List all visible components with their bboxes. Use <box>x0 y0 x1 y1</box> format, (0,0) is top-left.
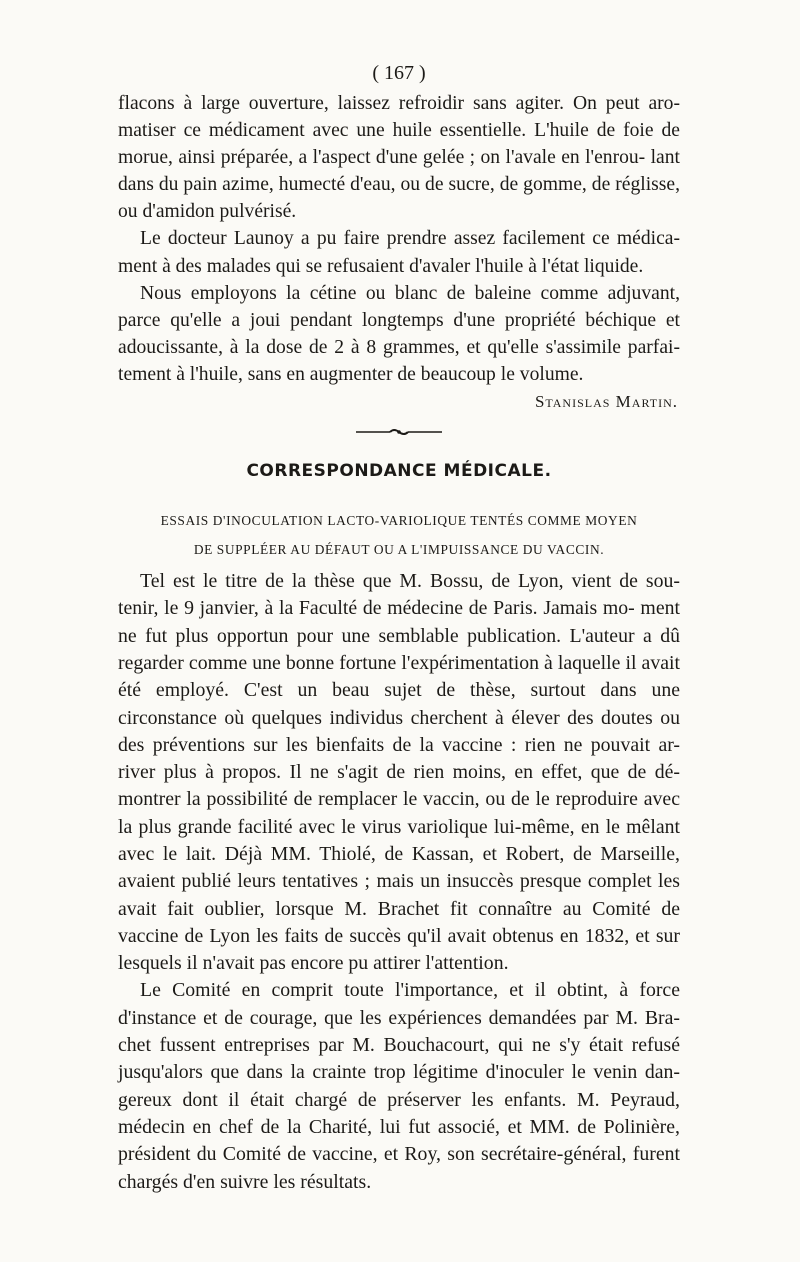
paragraph-these-bossu: Tel est le titre de la thèse que M. Bossu, de Lyon, vient de sou- tenir, le 9 janvier, à la Faculté de médecine de Paris. Jamais mo- ment ne fut plus opportun pour une semblable publication. L'auteur a dû regarder comme une bonne fortune l'expérimentation à laquelle il avait été employé. C'est un beau sujet de thèse, surtout dans une circonstance où quelques individus cherchent à élever des doutes ou des préventions sur les bienfaits de la vaccine : rien ne pouvait ar- river plus à propos. Il ne s'agit de rien moins, en effet, que de dé- montrer la possibilité de remplacer le vaccin, ou de le reproduire avec la plus grande facilité avec le virus variolique lui-même, en le mêlant avec le lait. Déjà MM. Thiolé, de Kassan, et Robert, de Marseille, avaient publié leurs tentatives ; mais un insuccès presque complet les avait fait oublier, lorsque M. Brachet fit connaître au Comité de vaccine de Lyon les faits de succès qu'il avait obtenus en 1832, et sur lesquels il n'avait pas encore pu attirer l'attention. <box>118 570 680 975</box>
article-subtitle-line-2: DE SUPPLÉER AU DÉFAUT OU A L'IMPUISSANCE DU VACCIN. <box>193 542 605 558</box>
paragraph-comite: Le Comité en comprit toute l'importance, et il obtint, à force d'instance et de courage, que les expériences demandées par M. Bra- chet fussent entreprises par M. Bouchacourt, qui ne s'y était refusé jusqu'alors que dans la crainte trop légitime d'inoculer le venin dan- gereux dont il était chargé de préserver les enfants. M. Peyraud, médecin en chef de la Charité, lui fut associé, et MM. de Polinière, président du Comité de vaccine, et Roy, son secrétaire-général, furent chargés d'en suivre les résultats. <box>118 979 680 1193</box>
section-title: CORRESPONDANCE MÉDICALE. <box>246 461 552 482</box>
book-page <box>118 58 680 1196</box>
paragraph-launoy: Le docteur Launoy a pu faire prendre assez facilement ce médica- ment à des malades qui se refusaient d'avaler l'huile à l'état liquide. <box>118 228 680 277</box>
ornamental-divider <box>118 427 680 437</box>
paragraph-cetine: Nous employons la cétine ou blanc de baleine comme adjuvant, parce qu'elle a joui pendant longtemps d'une propriété béchique et adoucissante, à la dose de 2 à 8 grammes, et qu'elle s'assimile parfai- tement à l'huile, sans en augmenter de beaucoup le volume. <box>118 282 680 385</box>
article-subtitle-line-1: ESSAIS D'INOCULATION LACTO-VARIOLIQUE TENTÉS COMME MOYEN <box>160 513 638 529</box>
paragraph-continuation: flacons à large ouverture, laissez refroidir sans agiter. On peut aro- matiser ce médicament avec une huile essentielle. L'huile de foie de morue, ainsi préparée, a l'aspect d'une gelée ; on l'avale en l'enrou- lant dans du pain azime, humecté d'eau, ou de sucre, de gomme, de réglisse, ou d'amidon pulvérisé. <box>118 93 680 223</box>
author-signature: Stanislas Martin. <box>534 392 678 412</box>
page-number: ( 167 ) <box>372 62 426 84</box>
divider-ornament-icon <box>356 427 442 437</box>
